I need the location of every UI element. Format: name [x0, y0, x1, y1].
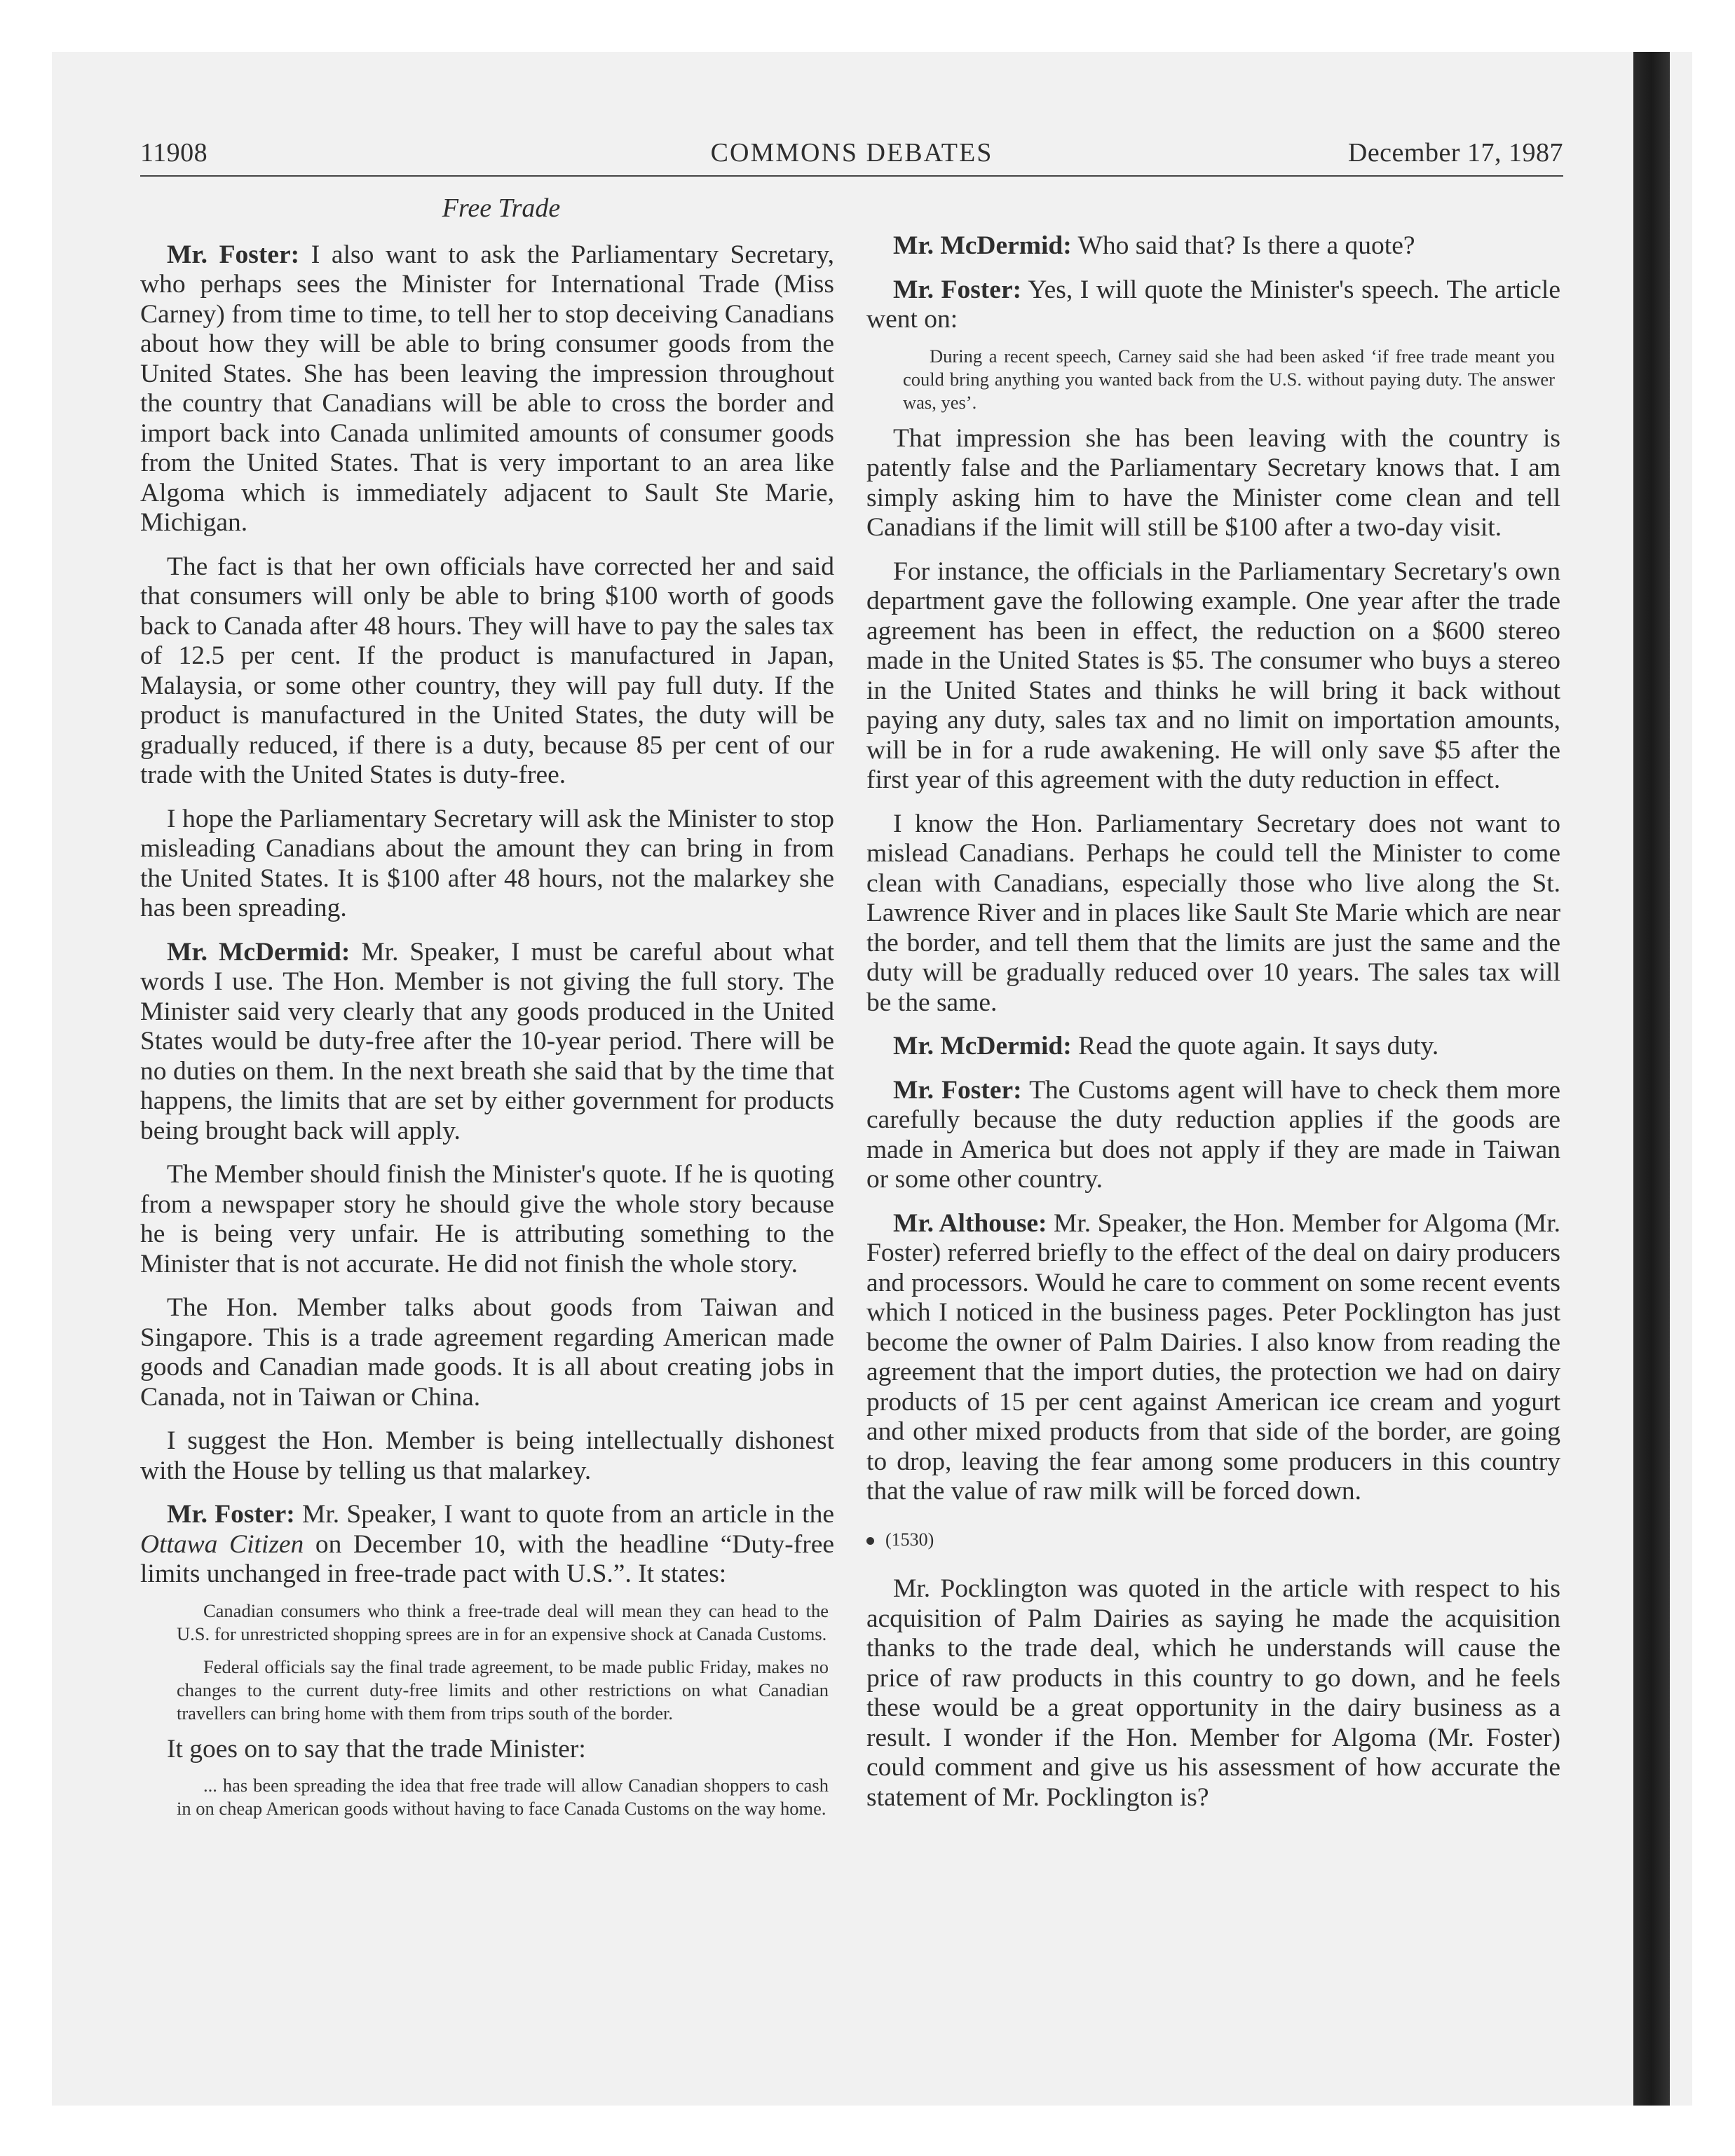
block-quote: Canadian consumers who think a free-trade deal will mean they can head to the U.S. for unrestricted shopping sprees are in for an expensive shock at Canada Customs. — [177, 1599, 829, 1644]
block-quote: ... has been spreading the idea that free trade will allow Canadian shoppers to cash in on cheap American goods without having to face Canada Customs on the way home. — [177, 1775, 829, 1819]
speech-text: Mr. Speaker, I want to quote from an article in the — [294, 1500, 834, 1529]
right-column — [866, 231, 1560, 1827]
speaker-name: Mr. Foster: — [893, 1075, 1022, 1105]
timestamp-marker — [866, 1525, 1560, 1555]
section-title: Free Trade — [442, 193, 561, 223]
speaker-name: Mr. Foster: — [167, 1500, 295, 1529]
paragraph: I know the Hon. Parliamentary Secretary does not want to mislead Canadians. Perhaps he could tell the Minister to come clean with Canadians, especially those who live along the St. Lawrence River and in places like Sault Ste Marie which are near the border, and tell them that the limits are just the same and the duty will be gradually reduced over 10 years. The sales tax will be the same. — [866, 809, 1560, 1017]
page-date: December 17, 1987 — [1347, 138, 1563, 168]
paragraph: I hope the Parliamentary Secretary will ask the Minister to stop misleading Canadians about the amount they can bring in from the United States. It is $100 after 48 hours, not the malarkey she has been spreading. — [140, 804, 834, 922]
header-rule — [140, 175, 1563, 177]
paragraph: It goes on to say that the trade Minister: — [167, 1734, 586, 1763]
speaker-name: Mr. McDermid: — [893, 1032, 1072, 1060]
page-header — [140, 137, 1563, 177]
paragraph: That impression she has been leaving with the country is patently false and the Parliamentary Secretary knows that. I am simply asking him to have the Minister come clean and tell Canadians if the limit will still be $100 after a two-day visit. — [866, 423, 1560, 542]
newspaper-name: Ottawa Citizen — [140, 1529, 304, 1559]
timestamp: (1530) — [885, 1529, 934, 1550]
speech-text: The Customs agent will have to check them more carefully because the duty reduction applies if the goods are made in America but does not apply if they are made in Taiwan or some other country. — [866, 1075, 1560, 1194]
paragraph — [866, 1209, 1560, 1507]
paragraph — [140, 1500, 834, 1590]
paragraph: The Member should finish the Minister's quote. If he is quoting from a newspaper story he should give the whole story because he is being very unfair. He is attributing something to the Minister that is not accurate. He did not finish the whole story. — [140, 1160, 834, 1278]
speech-text: Mr. Speaker, I must be careful about what words I use. The Hon. Member is not giving the full story. The Minister said very clearly that any goods produced in the United States would be duty-free after the 10-year period. There will be no duties on them. In the next breath she said that by the time that happens, the limits that are set by either government for products being brought back will apply. — [140, 937, 834, 1145]
paragraph — [140, 938, 834, 1147]
speaker-name: Mr. Althouse: — [893, 1208, 1047, 1238]
block-quote: Federal officials say the final trade agreement, to be made public Friday, makes no changes to the current duty-free limits and other restrictions on what Canadian travellers can bring home with them from trips south of the border. — [177, 1656, 829, 1724]
speaker-name: Mr. Foster: — [167, 240, 300, 269]
paragraph: Mr. Pocklington was quoted in the article with respect to his acquisition of Palm Dairies as saying he made the acquisition thanks to the trade deal, which he understands will cause the price of raw products in this country to go down, and he feels these would be a great opportunity in the dairy business as a result. I wonder if the Hon. Member for Algoma (Mr. Foster) could comment and give us his assessment of how accurate the statement of Mr. Pocklington is? — [866, 1574, 1560, 1812]
speech-text: Yes, I will quote the Minister's speech. The article went on: — [866, 275, 1560, 334]
speech-text: on December 10, with the headline “Duty-free limits unchanged in free-trade pact with U.S.”. It states: — [140, 1529, 834, 1588]
speech-text: I also want to ask the Parliamentary Secretary, who perhaps sees the Minister for International Trade (Miss Carney) from time to time, to tell her to stop deceiving Canadians about how they will be able to bring consumer goods from the United States. She has been leaving the impression throughout the country that Canadians will be able to cross the border and import back into Canada unlimited amounts of consumer goods from the United States. That is very important to an area like Algoma which is immediately adjacent to Sault Ste Marie, Michigan. — [140, 240, 834, 537]
paragraph — [866, 1032, 1560, 1062]
paragraph: The Hon. Member talks about goods from Taiwan and Singapore. This is a trade agreement regarding American made goods and Canadian made goods. It is all about creating jobs in Canada, not in Taiwan or China. — [140, 1293, 834, 1412]
bullet-icon — [866, 1537, 874, 1545]
paragraph: For instance, the officials in the Parliamentary Secretary's own department gave the following example. One year after the trade agreement has been in effect, the reduction on a $600 stereo made in the United States is $5. The consumer who buys a stereo in the United States and thinks he will bring it back without paying any duty, sales tax and no limit on importation amounts, will be in for a rude awakening. He will only save $5 after the first year of this agreement with the duty reduction in effect. — [866, 557, 1560, 794]
publication-title: COMMONS DEBATES — [710, 138, 993, 168]
paragraph — [866, 1076, 1560, 1195]
block-quote: During a recent speech, Carney said she had been asked ‘if free trade meant you could bring anything you wanted back from the U.S. without paying duty. The answer was, yes’. — [903, 345, 1555, 413]
speaker-name: Mr. McDermid: — [893, 231, 1072, 260]
speech-text: Who said that? Is there a quote? — [1071, 231, 1415, 260]
speech-text: Mr. Speaker, the Hon. Member for Algoma (Mr. Foster) referred briefly to the effect of the deal on dairy producers and processors. Would he care to comment on some recent events which I noticed in the business pages. Peter Pocklington has just become the owner of Palm Dairies. I also know from reading the agreement that the import duties, the protection we had on dairy products of 15 per cent against American ice cream and yogurt and other mixed products from that side of the border, are going to drop, leaving the fear among some producers in this country that the value of raw milk will be forced down. — [866, 1208, 1560, 1506]
left-column — [140, 193, 834, 1830]
speaker-name: Mr. Foster: — [893, 275, 1022, 304]
page-binding-edge — [1633, 52, 1670, 2106]
paragraph: I suggest the Hon. Member is being intellectually dishonest with the House by telling us that malarkey. — [140, 1426, 834, 1485]
page-number: 11908 — [140, 138, 208, 168]
speech-text: Read the quote again. It says duty. — [1071, 1032, 1439, 1060]
paragraph: The fact is that her own officials have corrected her and said that consumers will only be able to bring $100 worth of goods back to Canada after 48 hours. They will have to pay the sales tax of 12.5 per cent. If the product is manufactured in Japan, Malaysia, or some other country, they will pay full duty. If the product is manufactured in the United States, the duty will be gradually reduced, if there is a duty, because 85 per cent of our trade with the United States is duty-free. — [140, 552, 834, 789]
speaker-name: Mr. McDermid: — [167, 937, 351, 967]
paragraph — [866, 275, 1560, 335]
paragraph — [866, 231, 1560, 261]
paragraph — [140, 240, 834, 538]
